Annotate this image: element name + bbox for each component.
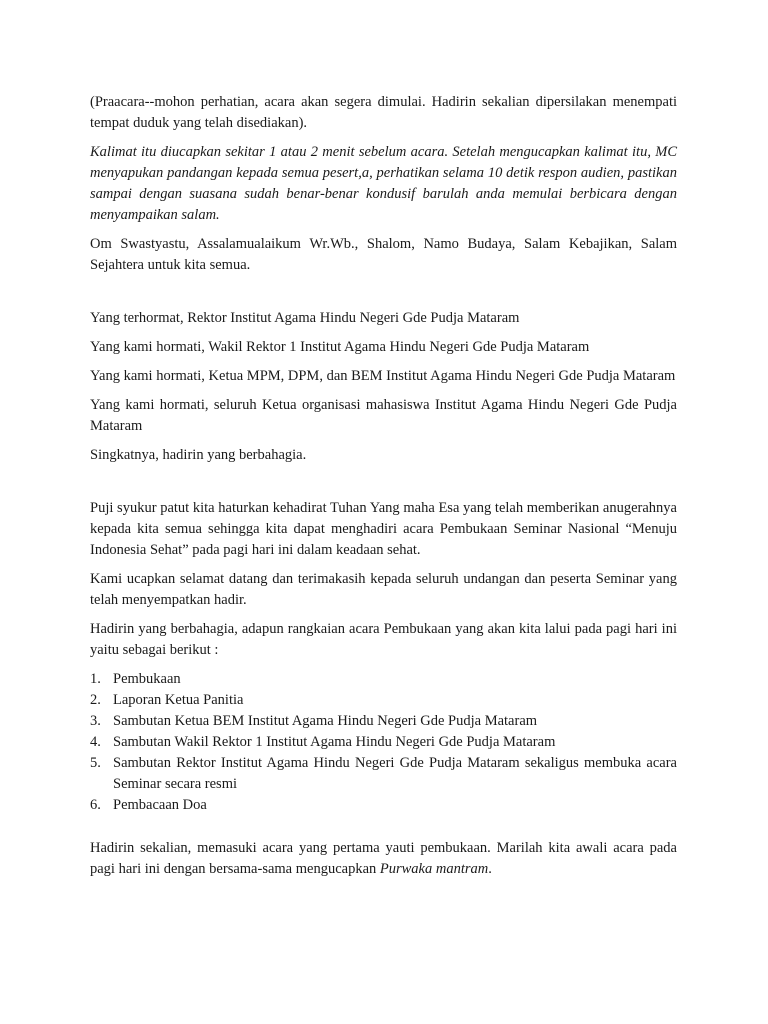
list-text: Sambutan Rektor Institut Agama Hindu Negeri Gde Pudja Mataram sekaligus membuka acara Seminar secara resmi [113, 755, 677, 792]
list-number: 2. [90, 692, 101, 708]
pre-event-announcement: (Praacara--mohon perhatian, acara akan segera dimulai. Hadirin sekalian dipersilakan menempati tempat duduk yang telah disediakan). [90, 94, 677, 131]
list-text: Pembukaan [113, 671, 181, 687]
agenda-intro: Hadirin yang berbahagia, adapun rangkaian acara Pembukaan yang akan kita lalui pada pagi hari ini yaitu sebagai berikut : [90, 621, 677, 658]
document-page [90, 92, 677, 888]
welcome-paragraph: Kami ucapkan selamat datang dan terimakasih kepada seluruh undangan dan peserta Seminar yang telah menyempatkan hadir. [90, 571, 677, 608]
spacer [90, 474, 677, 498]
honorific-student-bodies: Yang kami hormati, Ketua MPM, DPM, dan BEM Institut Agama Hindu Negeri Gde Pudja Mataram [90, 368, 676, 384]
list-number: 4. [90, 734, 101, 750]
list-number: 6. [90, 797, 101, 813]
honorific-audience: Singkatnya, hadirin yang berbahagia. [90, 447, 307, 463]
honorific-vice-rector: Yang kami hormati, Wakil Rektor 1 Institut Agama Hindu Negeri Gde Pudja Mataram [90, 339, 590, 355]
list-number: 5. [90, 755, 101, 771]
agenda-list [90, 669, 677, 816]
closing-text: Hadirin sekalian, memasuki acara yang pertama yauti pembukaan. Marilah kita awali acara pada pagi hari ini dengan bersama-sama mengucapkan [90, 840, 677, 877]
honorific-org-chairs: Yang kami hormati, seluruh Ketua organisasi mahasiswa Institut Agama Hindu Negeri Gde Pudja Mataram [90, 397, 677, 434]
list-text: Sambutan Ketua BEM Institut Agama Hindu Negeri Gde Pudja Mataram [113, 713, 538, 729]
list-text: Laporan Ketua Panitia [113, 692, 244, 708]
opening-greeting: Om Swastyastu, Assalamualaikum Wr.Wb., Shalom, Namo Budaya, Salam Kebajikan, Salam Sejahtera untuk kita semua. [90, 236, 677, 273]
list-item [90, 690, 677, 711]
honorific-rector: Yang terhormat, Rektor Institut Agama Hindu Negeri Gde Pudja Mataram [90, 310, 520, 326]
spacer [90, 284, 677, 308]
list-item [90, 795, 677, 816]
spacer [90, 824, 677, 838]
mc-instruction: Kalimat itu diucapkan sekitar 1 atau 2 menit sebelum acara. Setelah mengucapkan kalimat itu, MC menyapukan pandangan kepada semua pesert,a, perhatikan selama 10 detik respon audien, pastikan sampai dengan suasana sudah benar-benar kondusif barulah anda memulai berbicara dengan menyampaikan salam. [90, 144, 677, 223]
list-item [90, 753, 677, 795]
list-item [90, 732, 677, 753]
gratitude-paragraph: Puji syukur patut kita haturkan kehadirat Tuhan Yang maha Esa yang telah memberikan anugerahnya kepada kita semua sehingga kita dapat menghadiri acara Pembukaan Seminar Nasional “Menuju Indonesia Sehat” pada pagi hari ini dalam keadaan sehat. [90, 500, 677, 558]
list-number: 3. [90, 713, 101, 729]
list-number: 1. [90, 671, 101, 687]
list-text: Pembacaan Doa [113, 797, 207, 813]
closing-end: . [488, 861, 492, 877]
list-item [90, 669, 677, 690]
list-text: Sambutan Wakil Rektor 1 Institut Agama Hindu Negeri Gde Pudja Mataram [113, 734, 556, 750]
closing-italic-term: Purwaka mantram [379, 861, 489, 877]
closing-paragraph [90, 838, 677, 880]
list-item [90, 711, 677, 732]
